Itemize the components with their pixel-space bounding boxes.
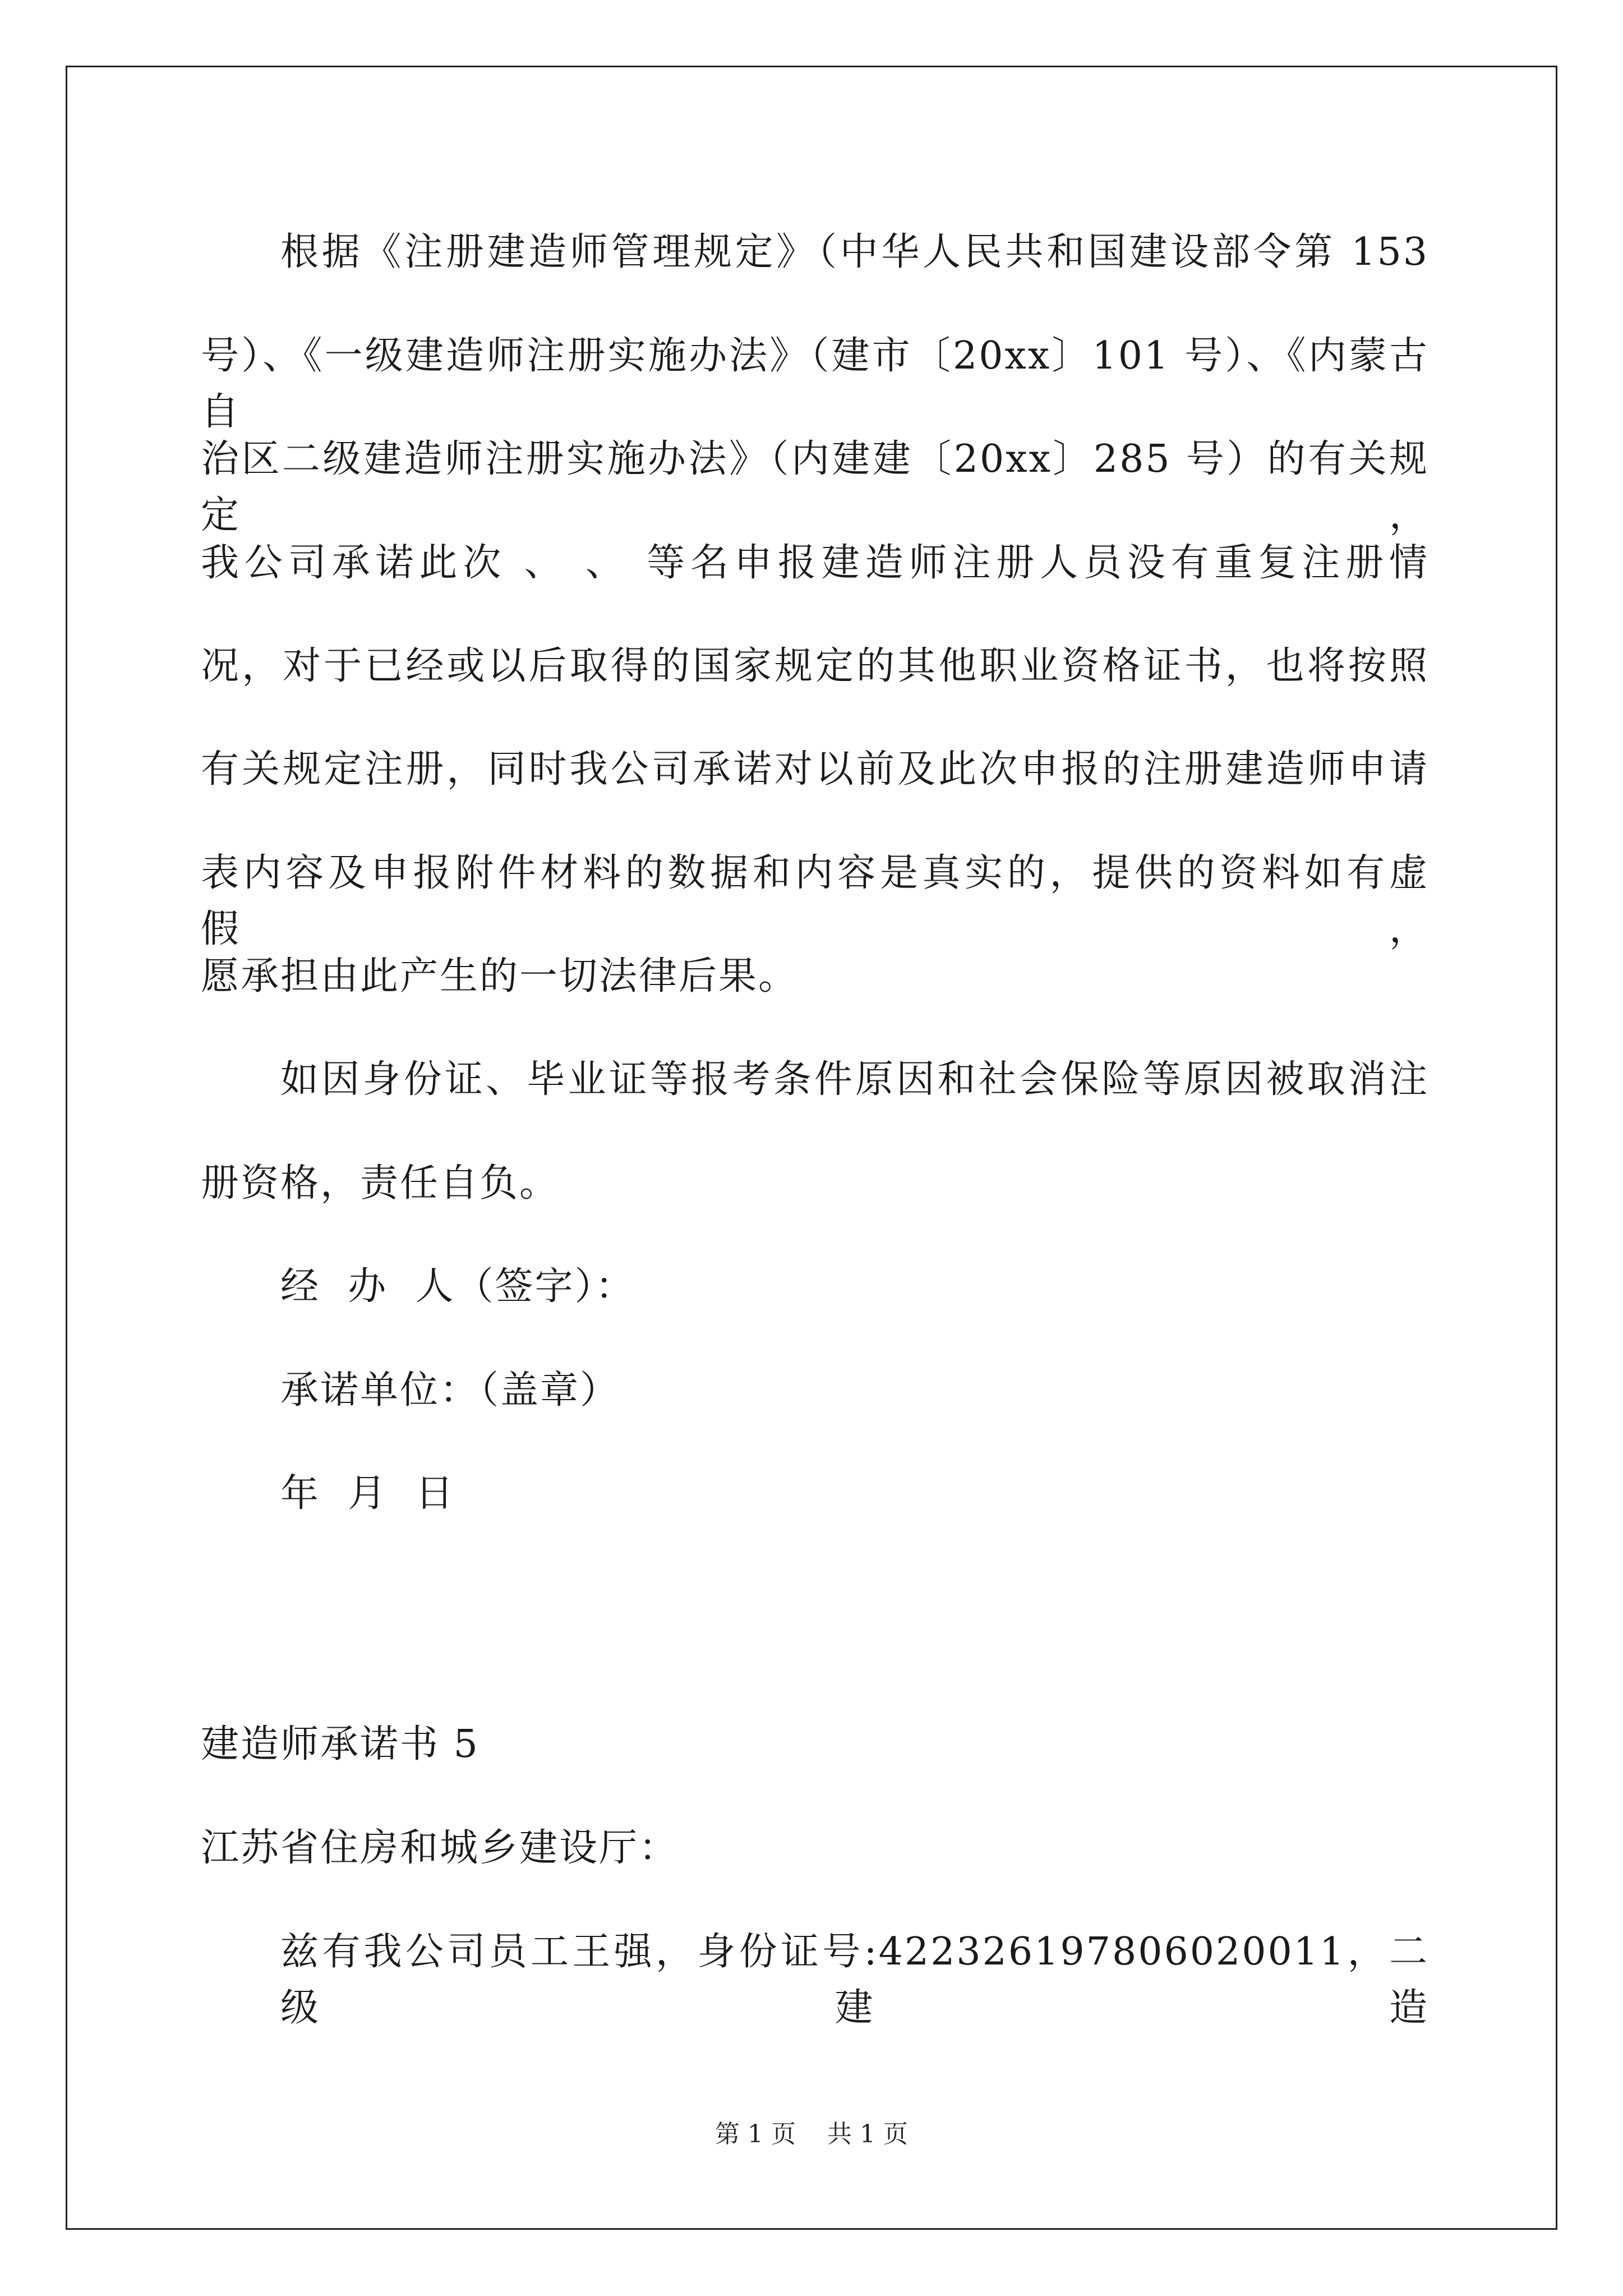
paragraph-1-line-4: 我公司承诺此次 、 、 等名申报建造师注册人员没有重复注册情 <box>201 541 1429 585</box>
paragraph-2-line-1: 如因身份证、毕业证等报考条件原因和社会保险等原因被取消注 <box>280 1057 1429 1102</box>
paragraph-1-line-8: 愿承担由此产生的一切法律后果。 <box>201 954 799 999</box>
page-number-footer: 第 1 页 共 1 页 <box>715 2120 908 2148</box>
unit-seal-line: 承诺单位：（盖章） <box>280 1368 620 1412</box>
handler-signature-line: 经 办 人（签字）： <box>280 1264 635 1309</box>
paragraph-3-line-1: 兹有我公司员工王强，身份证号:422326197806020011，二级建造 <box>280 1930 1429 2030</box>
date-line: 年 月 日 <box>280 1471 455 1516</box>
paragraph-1-line-7: 表内容及申报附件材料的数据和内容是真实的，提供的资料如有虚假， <box>201 851 1429 951</box>
section-title: 建造师承诺书 5 <box>201 1722 479 1766</box>
addressee-line: 江苏省住房和城乡建设厅： <box>201 1826 679 1870</box>
paragraph-1-line-2: 号）、《一级建造师注册实施办法》（建市〔20xx〕101 号）、《内蒙古自 <box>201 334 1429 434</box>
paragraph-1-line-3: 治区二级建造师注册实施办法》（内建建〔20xx〕285 号）的有关规定， <box>201 437 1429 537</box>
page-frame <box>66 66 1557 2230</box>
paragraph-1-line-5: 况，对于已经或以后取得的国家规定的其他职业资格证书，也将按照 <box>201 644 1429 688</box>
paragraph-1-line-1: 根据《注册建造师管理规定》（中华人民共和国建设部令第 153 <box>280 230 1429 274</box>
paragraph-2-line-2: 册资格，责任自负。 <box>201 1161 560 1205</box>
paragraph-1-line-6: 有关规定注册，同时我公司承诺对以前及此次申报的注册建造师申请 <box>201 747 1429 792</box>
